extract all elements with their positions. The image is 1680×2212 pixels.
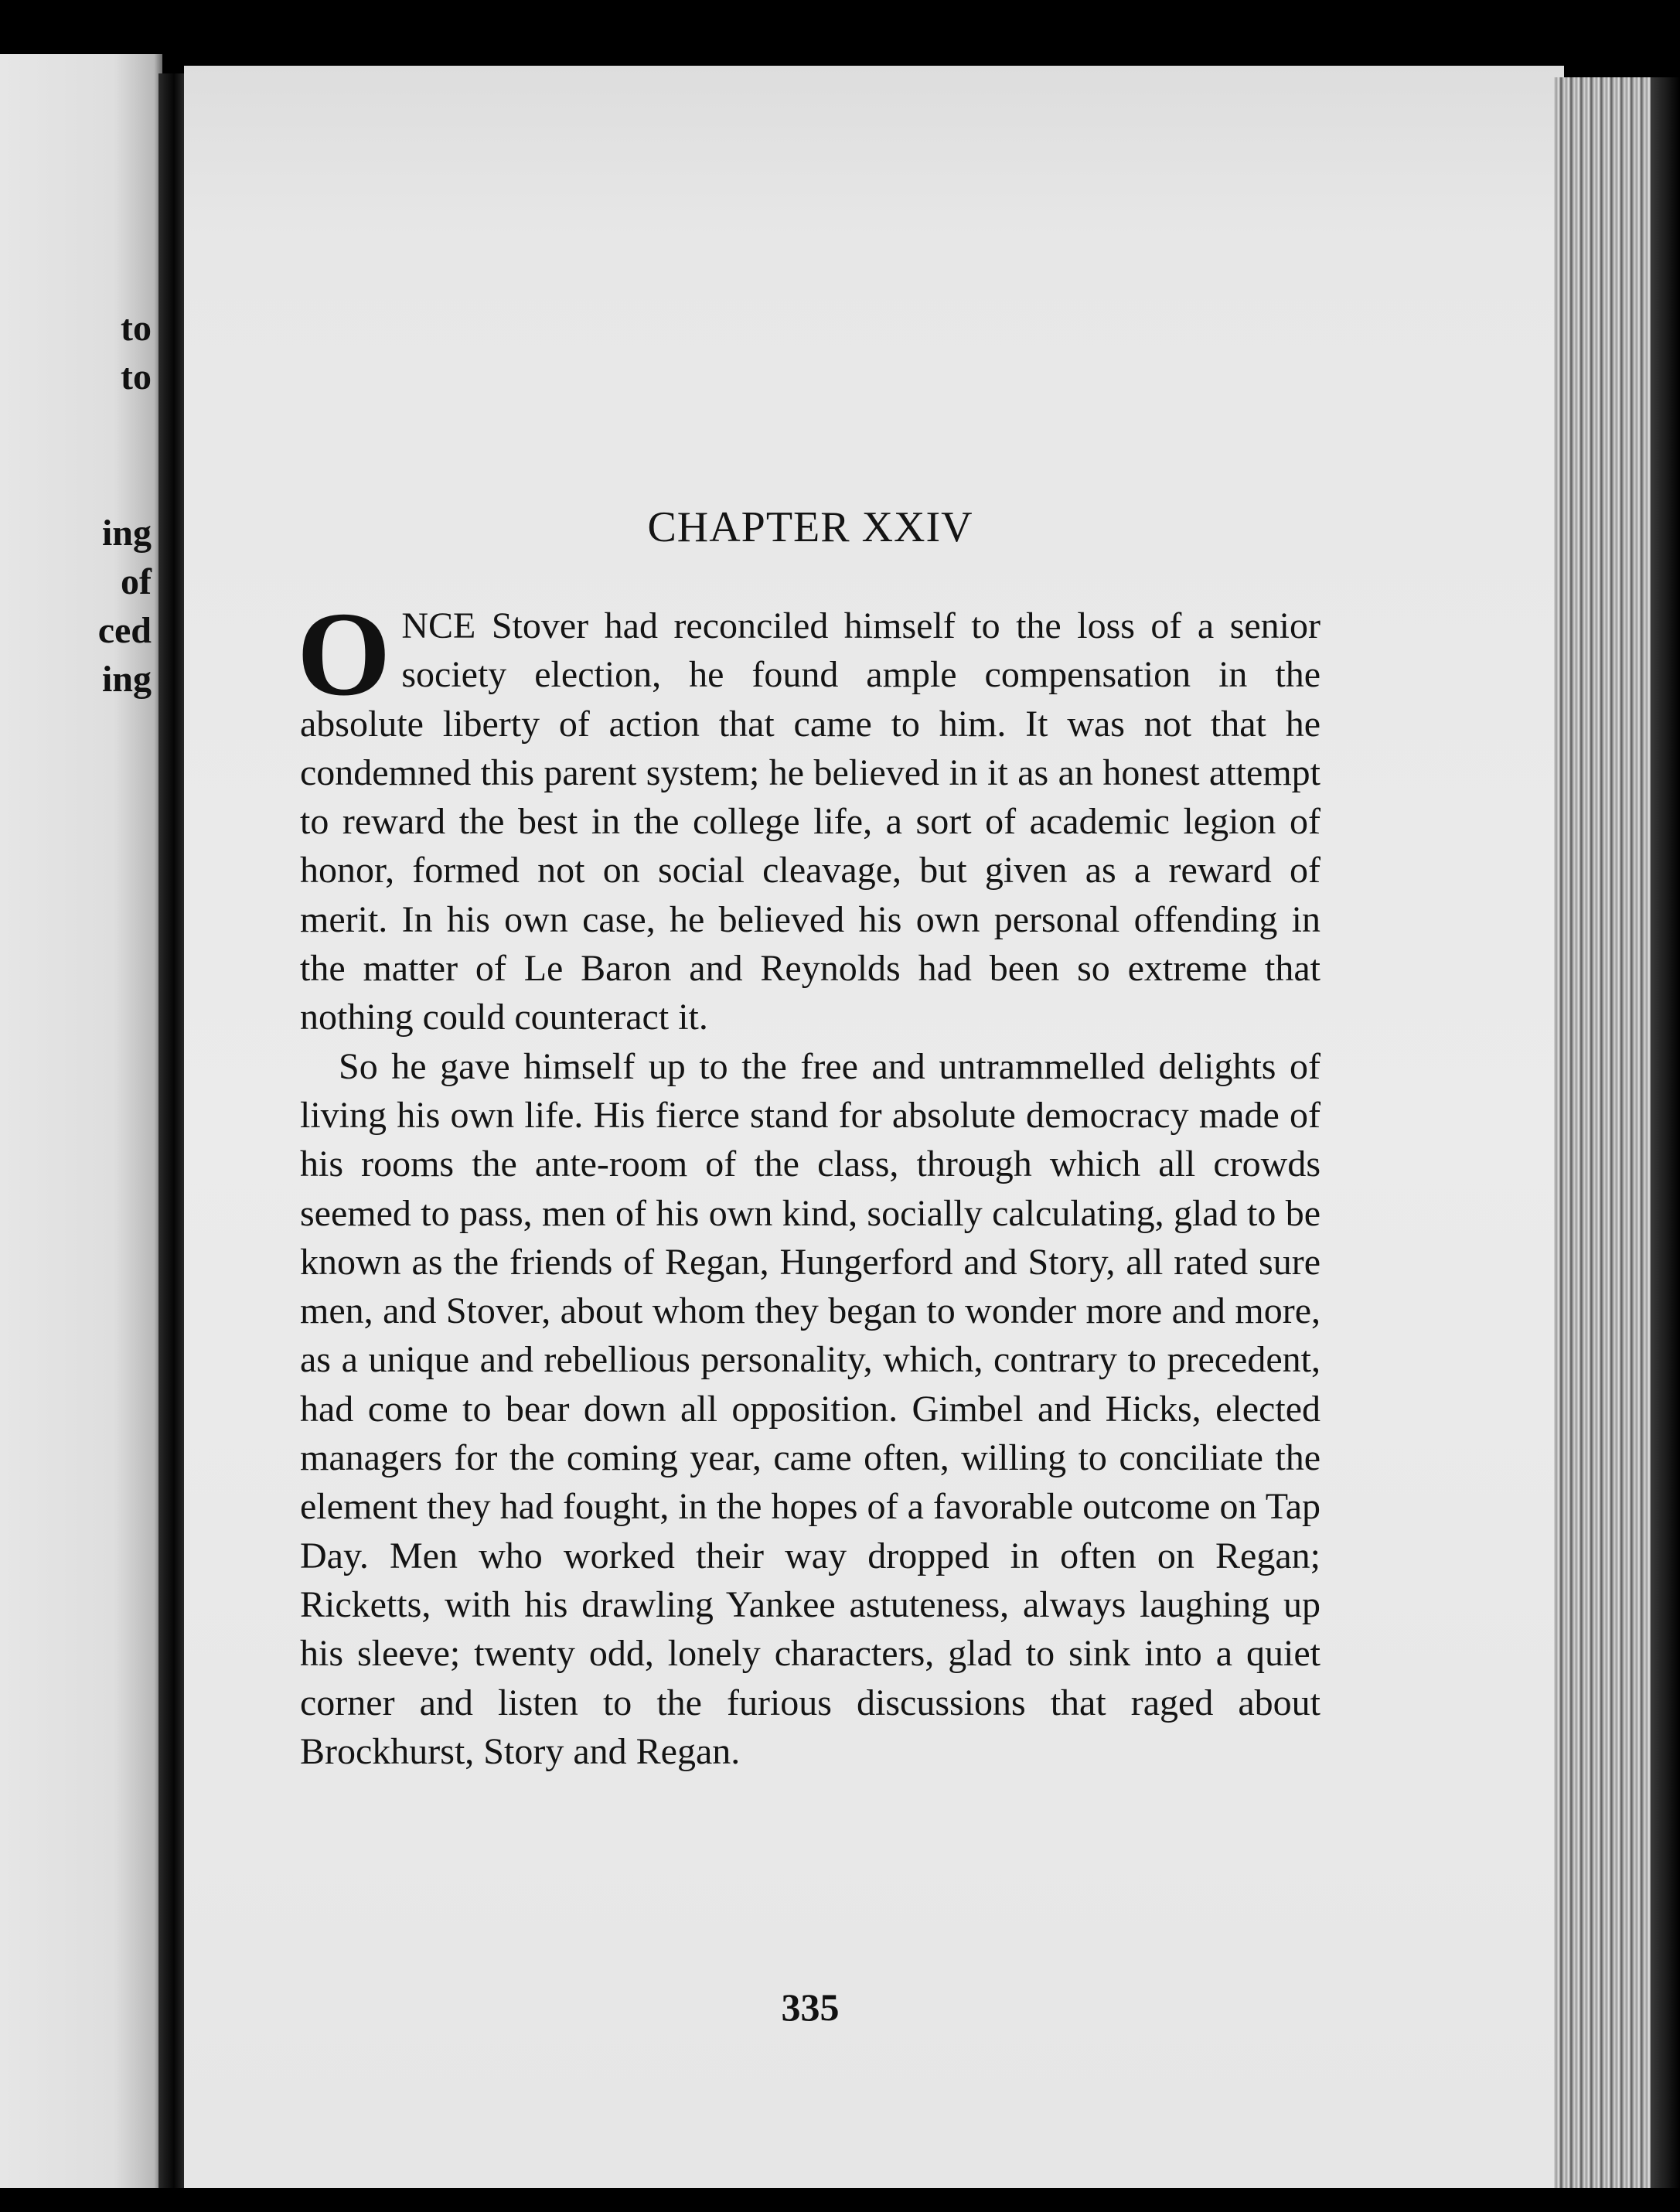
- drop-cap: O: [297, 587, 391, 721]
- chapter-title: CHAPTER XXIV: [647, 503, 973, 551]
- paragraph-text: So he gave himself up to the free and untrammelled delights of living his own life. His fierce stand for absolute democracy made of his rooms the ante-room of the class, through which all crowds seemed to pass, men of his own kind, socially calculating, glad to be known as the friends of Regan, Hungerford and Story, all rated sure men, and Stover, about whom they began to wonder more and more, as a unique and rebellious personality, which, contrary to precedent, had come to bear down all opposition. Gimbel and Hicks, elected managers for the coming year, came often, willing to conciliate the element they had fought, in the hopes of a favorable outcome on Tap Day. Men who worked their way dropped in often on Regan; Ricketts, with his drawling Yankee astuteness, always laughing up his sleeve; twenty odd, lonely characters, glad to sink into a quiet corner and listen to the furious discussions that raged about Brockhurst, Story and Regan.: [300, 1045, 1320, 1772]
- previous-page-fragment: ing: [101, 513, 152, 554]
- paragraph-text: NCE Stover had reconciled himself to the loss of a senior society election, he found ample compensation in the absolute liberty of action that came to him. It was not that he condemned this parent system; he believed in it as an honest attempt to reward the best in the college life, a sort of academic legion of honor, formed not on social cleavage, but given as a reward of merit. In his own case, he believed his own personal offending in the matter of Le Baron and Reynolds had been so extreme that nothing could counteract it.: [300, 605, 1320, 1038]
- page-edges-shadow: [1651, 77, 1680, 2192]
- previous-page-fragment: to: [121, 356, 152, 397]
- previous-page: [0, 54, 162, 2188]
- page-number: 335: [781, 1985, 840, 2029]
- chapter-body: [297, 587, 1320, 1776]
- previous-page-fragment: ing: [101, 659, 152, 700]
- page-edges: [1554, 77, 1651, 2192]
- previous-page-fragment: to: [121, 308, 152, 349]
- scan-border: [0, 2188, 1680, 2212]
- paragraph: [297, 587, 1320, 1042]
- previous-page-fragment: of: [121, 561, 152, 602]
- paragraph: [300, 1042, 1320, 1776]
- previous-page-fragment: ced: [97, 610, 152, 651]
